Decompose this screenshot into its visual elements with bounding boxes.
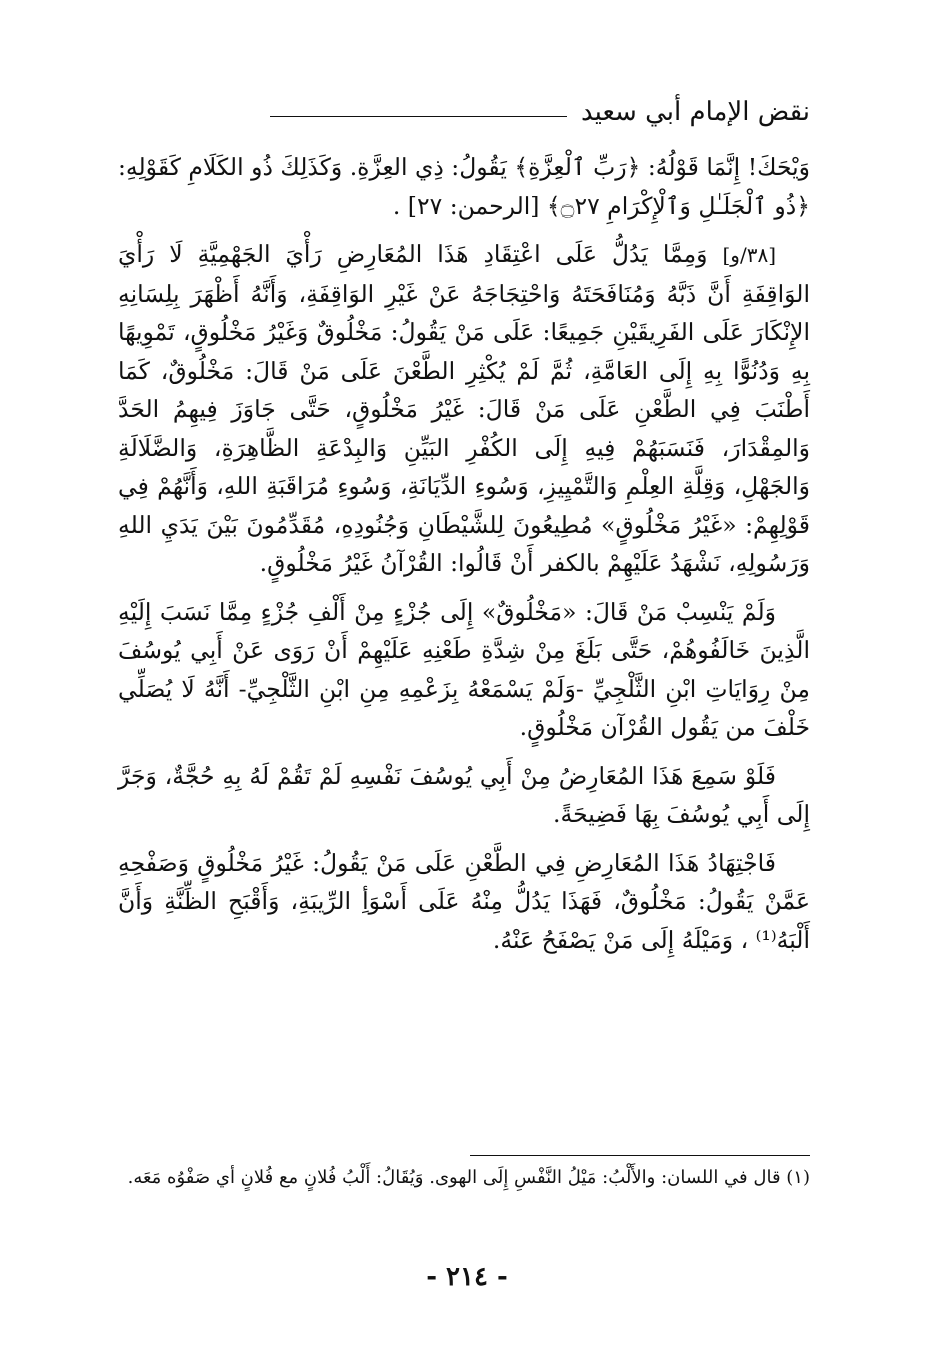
paragraph-1: وَيْحَكَ! إِنَّمَا قَوْلُهُ: ﴿رَبِّ ٱلْعِزَّةِ﴾ يَقُولُ: ذِي العِزَّةِ. وَكَذَلِكَ ذُو الكَلَامِ كَقَوْلِهِ: ﴿ذُو ٱلْجَلَـٰلِ وَٱلْإِكْرَامِ ۝٢٧﴾ [الرحمن: ٢٧] . — [118, 153, 810, 220]
header-rule — [270, 116, 567, 117]
paragraph-3: وَلَمْ يَنْسِبْ مَنْ قَالَ: «مَخْلُوقٌ» إِلَى جُزْءٍ مِنْ أَلْفِ جُزْءٍ مِمَّا نَسَبَ إِلَيْهِ الَّذِينَ خَالَفُوهُمْ، حَتَّى بَلَغَ مِنْ شِدَّةِ طَعْنِهِ عَلَيْهِمْ أَنْ رَوَى عَنْ أَبِي يُوسُفَ مِنْ رِوَايَاتِ ابْنِ الثَّلْجِيِّ -وَلَمْ يَسْمَعْهُ بِزَعْمِهِ مِنِ ابْنِ الثَّلْجِيِّ- أَنَّهُ لَا يُصَلِّي خَلْفَ من يَقُول القُرْآن مَخْلُوقٍ. — [118, 597, 810, 741]
margin-reference: [٣٨/و] — [722, 243, 776, 267]
footnote-separator — [470, 1155, 810, 1156]
paragraph-2-text: وَمِمَّا يَدُلُّ عَلَى اعْتِقَادِ هَذَا المُعَارِضِ رَأْيَ الجَهْمِيَّةِ لَا رَأْيَ الوَاقِفَةِ أَنَّ ذَبَّهُ وَمُنَافَحَتَهُ وَاحْتِجَاجَهُ عَنْ غَيْرِ الوَاقِفَةِ، وَأَنَّهُ أَظْهَرَ بِلِسَانِهِ الإِنْكَارَ عَلَى الفَرِيقَيْنِ جَمِيعًا: عَلَى مَنْ يَقُولُ: مَخْلُوقٌ وَغَيْرُ مَخْلُوقٍ، تَمْوِيهًا بِهِ وَدُنُوًّا بِهِ إِلَى العَامَّةِ، ثُمَّ لَمْ يُكْثِرِ الطَّعْنَ عَلَى مَنْ قَالَ: مَخْلُوقٌ، كَمَا أَطْنَبَ فِي الطَّعْنِ عَلَى مَنْ قَالَ: غَيْرُ مَخْلُوقٍ، حَتَّى جَاوَزَ فِيهِمُ الحَدَّ وَالمِقْدَارَ، فَنَسَبَهُمْ فِيهِ إِلَى الكُفْرِ البَيِّنِ وَالبِدْعَةِ الظَّاهِرَةِ، وَالضَّلَالَةِ وَالجَهْلِ، وَقِلَّةِ العِلْمِ وَالتَّمْيِيزِ، وَسُوءِ الدِّيَانَةِ، وَسُوءِ مُرَاقَبَةِ اللهِ، وَأَنَّهُمْ فِي قَوْلِهِمْ: «غَيْرُ مَخْلُوقٍ» مُطِيعُونَ لِلشَّيْطَانِ وَجُنُودِهِ، مُقَدِّمُونَ بَيْنَ يَدَيِ اللهِ وَرَسُولِهِ، نَشْهَدُ عَلَيْهِمْ بالكفر أَنْ قَالُوا: القُرْآنُ غَيْرُ مَخْلُوقٍ. — [118, 240, 810, 577]
running-header — [270, 92, 810, 132]
paragraph-2 — [118, 235, 810, 583]
header-title: نقض الإمام أبي سعيد — [581, 97, 810, 127]
page-number: - ٢١٤ - — [426, 1262, 508, 1292]
footnote: (١) قال في اللسان: والأَلْبُ: مَيْلُ النَّفْسِ إِلَى الهوى. وَيُقَالُ: أَلْبُ فُلانٍ مع فُلانٍ أي صَفْوُه مَعَه. — [127, 1167, 810, 1188]
paragraph-5: فَاجْتِهَادُ هَذَا المُعَارِضِ فِي الطَّعْنِ عَلَى مَنْ يَقُولُ: غَيْرُ مَخْلُوقٍ وَصَفْحِهِ عَمَّنْ يَقُولُ: مَخْلُوقٌ، فَهَذَا يَدُلُّ مِنْهُ عَلَى أَسْوَأِ الرِّيبَةِ، وَأَقْبَحِ الظِّنَّةِ وَأَنَّ أَلْبَهُ⁽¹⁾ ، وَمَيْلَهُ إِلَى مَنْ يَصْفَحُ عَنْهُ. — [118, 848, 810, 954]
main-text — [118, 148, 810, 969]
paragraph-4: فَلَوْ سَمِعَ هَذَا المُعَارِضُ مِنْ أَبِي يُوسُفَ نَفْسِهِ لَمْ تَقُمْ لَهُ بِهِ حُجَّةٌ، وَجَرَّ إِلَى أَبِي يُوسُفَ بِهَا فَضِيحَةً. — [118, 761, 810, 828]
